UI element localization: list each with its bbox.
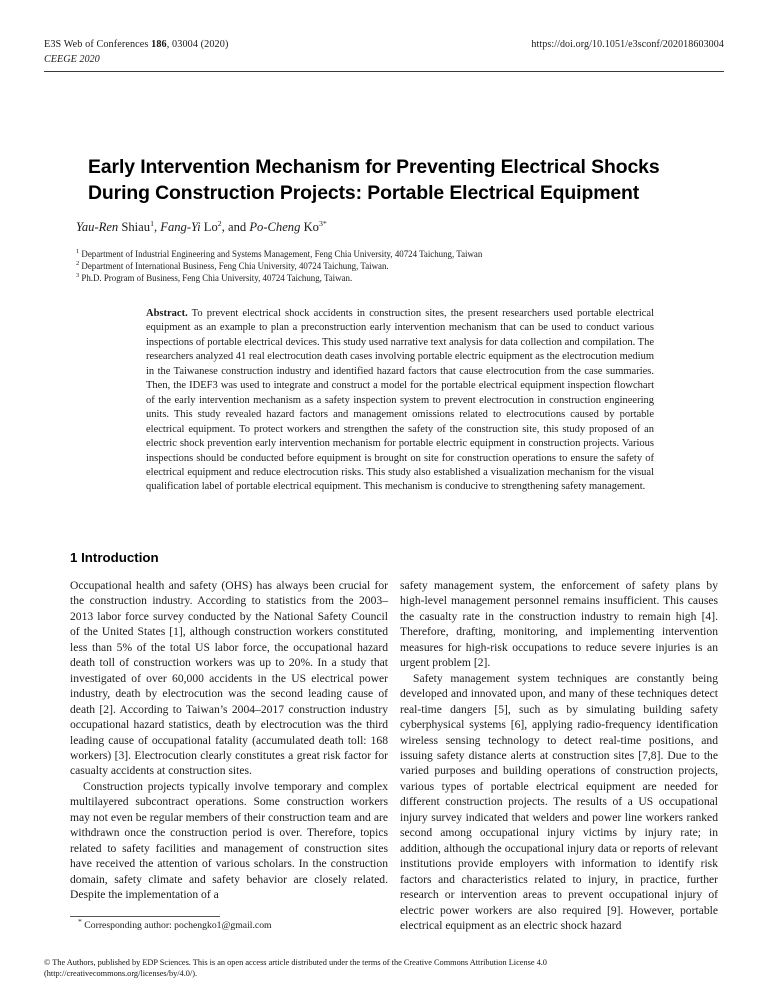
doi-link[interactable]: https://doi.org/10.1051/e3sconf/202018603004 xyxy=(531,39,724,50)
journal-volume: 186 xyxy=(151,39,167,50)
affiliation-marker: 2 xyxy=(76,260,80,268)
license-line-2[interactable]: (http://creativecommons.org/licenses/by/4.0/). xyxy=(44,969,198,979)
author-2-affiliation-marker: 2 xyxy=(217,218,222,228)
author-3-affiliation-marker: 3* xyxy=(318,218,327,228)
journal-article-number: , 03004 (2020) xyxy=(166,39,229,50)
affiliation-list xyxy=(76,248,726,284)
affiliation-marker: 1 xyxy=(76,248,80,256)
author-2-family-name: Lo xyxy=(203,220,218,234)
affiliation-text: Department of International Business, Feng Chia University, 40724 Taichung, Taiwan. xyxy=(81,261,389,272)
paragraph: Safety management system techniques are constantly being developed and innovated upon, and many of these techniques detect real-time dangers [5], such as by simulating building safety cyberphysical systems [6], applying radio-frequency identification wireless sensing technology to detect real-time positions, and issuing safety distance alerts at construction sites [7,8]. Due to the varied purposes and building operations of construction projects, various types of portable electrical equipment are needed for different construction projects. The results of a US occupational injury survey indicated that welders and power line workers ranked second among occupational injury victims by injury rate; in addition, although the occupational injury data or reports of relevant institutions provide employers with information to identify risk factors and characteristics related to injury, in practice, further research or intervention areas to prevent occupational injury of electric power workers are also required [9]. However, portable electrical equipment as an electric shock hazard xyxy=(400,671,718,932)
paragraph: safety management system, the enforcement of safety plans by high-level management personnel remains insufficient. This causes the casualty rate in the construction industry to remain high [4]. Therefore, drafting, monitoring, and implementing intervention measures for high-risk occupations to reduce severe injuries is an urgent problem [2]. xyxy=(400,579,718,670)
paragraph: Construction projects typically involve temporary and complex multilayered subcontract operations. Some construction workers may not even be regular members of their construction team and are withdrawn once the construction period is over. Therefore, topics related to safety facilities and management of construction sites have received the attention of various scholars. In the construction domain, safety climate and safety behavior are closely related. Despite the implementation of a xyxy=(70,779,388,902)
conference-name: CEEGE 2020 xyxy=(44,54,100,65)
author-3-family-name: Ko xyxy=(303,220,319,234)
author-1-family-name: Shiau xyxy=(121,220,151,234)
abstract-label: Abstract. xyxy=(146,308,188,319)
author-3-given-name: Po-Cheng xyxy=(249,220,301,234)
corresponding-author-note xyxy=(70,916,388,932)
license-footer xyxy=(44,957,734,980)
abstract-text: To prevent electrical shock accidents in construction sites, the present researchers used portable electrical equipment as an example to plan a preconstruction early intervention mechanism that can be used to conduct various inspections of portable electrical devices. This study used narrative text analysis for data collection and compilation. The researchers analyzed 41 real electrocution death cases involving portable electric equipment as the electrocution medium in the Taiwanese construction industry and identified hazard factors that cause electrocution from the case summaries. Then, the IDEF3 was used to integrate and construct a model for the portable electrical equipment inspection flowchart of the early intervention mechanism as a safety inspection system to prevent electrocution in construction engineering units. This study revealed hazard factors and management omissions related to electrocutions caused by portable electrical equipment. To protect workers and strengthen the safety of the construction site, this study proposed of an electric shock prevention early intervention mechanism for portable electric equipment in construction projects. Various inspections should be conducted before equipment is brought on site for construction operations to ensure the safety of electrical equipment and reduce electrocution risks. This study also established a visualization mechanism for the visual qualification label of portable electrical equipment. This mechanism is conducive to strengthening safety management. xyxy=(146,308,654,493)
affiliation-text: Department of Industrial Engineering and Systems Management, Feng Chia University, 40724 Taichung, Taiwan xyxy=(81,249,483,259)
footnote-marker: * xyxy=(78,916,82,926)
body-column-left xyxy=(70,578,388,903)
footnote-divider xyxy=(70,916,220,917)
affiliation-item xyxy=(76,248,726,260)
header-divider xyxy=(44,71,724,72)
journal-reference xyxy=(44,38,228,52)
section-heading-introduction: 1 Introduction xyxy=(70,550,159,565)
affiliation-item xyxy=(76,260,726,272)
footnote-block xyxy=(70,916,388,932)
author-list xyxy=(76,219,716,235)
author-separator-2: , and xyxy=(221,220,250,234)
running-head xyxy=(44,38,724,72)
running-head-row xyxy=(44,38,724,52)
author-1-given-name: Yau-Ren xyxy=(76,220,119,234)
author-separator-1: , xyxy=(153,220,161,234)
page-title: Early Intervention Mechanism for Preventing Electrical Shocks During Construction Projects: Portable Electrical Equipment xyxy=(88,156,660,204)
abstract-block xyxy=(146,307,654,495)
corresponding-author-email[interactable]: Corresponding author: pochengko1@gmail.com xyxy=(84,920,272,931)
license-line-1: © The Authors, published by EDP Sciences. This is an open access article distributed under the terms of the Creative Commons Attribution License 4.0 xyxy=(44,958,547,967)
affiliation-item xyxy=(76,272,726,284)
journal-name: E3S Web of Conferences xyxy=(44,39,152,50)
body-column-right xyxy=(400,578,718,933)
paragraph: Occupational health and safety (OHS) has always been crucial for the construction industry. According to statistics from the 2003–2013 labor force survey conducted by the National Safety Council of the United States [1], although construction workers constituted less than 5% of the total US labor force, the occupational hazard death toll of construction workers was up to 20%. In a study that investigated of over 60,000 accidents in the US electrical power industry, death by electrocution was the second leading cause of death [2]. According to Taiwan’s 2004–2017 construction industry occupational hazard statistics, death by electrocution was the third leading cause of occupational fatality (accumulated death toll: 168 workers) [3]. Electrocution clearly constitutes a great risk factor for casualty accidents at construction sites. xyxy=(70,579,388,778)
affiliation-marker: 3 xyxy=(76,272,80,280)
author-2-given-name: Fang-Yi xyxy=(160,220,201,234)
affiliation-text: Ph.D. Program of Business, Feng Chia University, 40724 Taichung, Taiwan. xyxy=(81,273,353,284)
author-1-affiliation-marker: 1 xyxy=(150,218,154,228)
